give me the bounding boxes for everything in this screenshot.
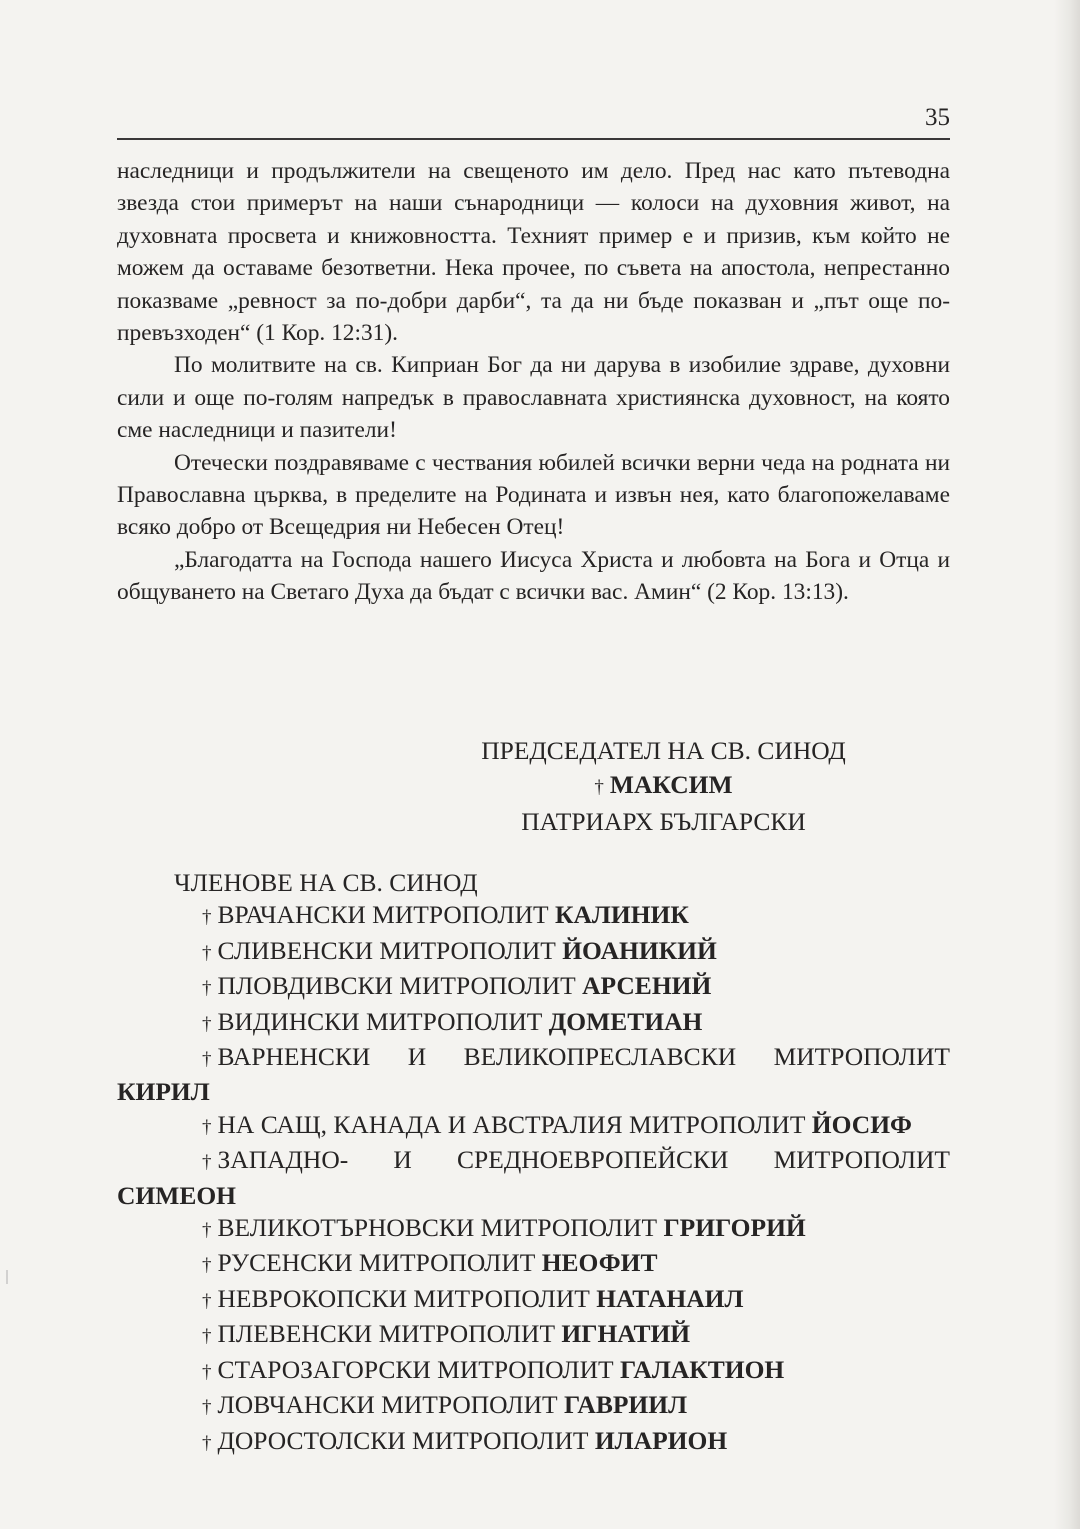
list-item [117,1283,950,1318]
cross-icon: † [202,1255,212,1277]
member-title: РУСЕНСКИ МИТРОПОЛИТ [217,1248,536,1278]
cross-icon: † [202,1220,212,1242]
member-name: ИЛАРИОН [594,1425,728,1455]
members-title: ЧЛЕНОВЕ НА СВ. СИНОД [174,868,478,897]
list-item [117,1212,950,1247]
paragraph-2: По молитвите на св. Киприан Бог да ни дарува в изобилие здраве, духовни сили и още по-голям напредък в православната християнска духовност, на която сме наследници и пазители! [117,352,950,444]
signature-block [117,734,1080,839]
list-item [117,1354,950,1389]
cross-icon: † [202,1432,212,1454]
list-item [117,899,950,934]
member-name: АРСЕНИЙ [582,971,712,1001]
page-number: 35 [925,104,950,131]
cross-icon: † [202,1290,212,1312]
signature-name: МАКСИМ [609,770,733,799]
member-name: КИРИЛ [117,1077,210,1107]
list-item [117,1041,950,1076]
member-title: ЛОВЧАНСКИ МИТРОПОЛИТ [217,1390,558,1420]
member-title: ВИДИНСКИ МИТРОПОЛИТ [217,1006,543,1036]
member-title: ПЛОВДИВСКИ МИТРОПОЛИТ [217,971,576,1001]
cross-icon: † [594,777,604,798]
cross-icon: † [202,942,212,964]
member-name: СИМЕОН [117,1180,236,1210]
signature-name-line [117,768,1080,805]
member-title: ПЛЕВЕНСКИ МИТРОПОЛИТ [217,1319,556,1349]
cross-icon: † [202,1397,212,1419]
list-item [117,1144,950,1179]
member-name: ЙОАНИКИЙ [562,935,717,965]
member-title: СТАРОЗАГОРСКИ МИТРОПОЛИТ [217,1354,614,1384]
list-item [117,1006,950,1041]
member-name: ГАВРИИЛ [563,1390,688,1420]
cross-icon: † [202,978,212,1000]
member-title: НЕВРОКОПСКИ МИТРОПОЛИТ [217,1283,590,1313]
signature-office: ПАТРИАРХ БЪЛГАРСКИ [521,807,806,836]
member-title: ЗАПАДНО- И СРЕДНОЕВРОПЕЙСКИ МИТРОПОЛИТ [217,1145,950,1175]
member-name: ДОМЕТИАН [548,1006,703,1036]
list-item [117,1389,950,1424]
paragraph-3: Отечески поздравяваме с чествания юбилей всички верни чеда на родната ни Православна църква, в пределите на Родината и извън нея, като благопожелаваме всяко добро от Всещедрия ни Небесен Отец! [117,449,950,541]
cross-icon: † [202,1326,212,1348]
member-name: ГАЛАКТИОН [619,1354,785,1384]
list-item [117,1425,950,1460]
member-name: НЕОФИТ [541,1248,658,1278]
paragraph-1: наследници и продължители на свещеното им дело. Пред нас като пътеводна звезда стои примерът на наши сънародници — колоси на духовния живот, на духовната просвета и книжовността. Техният пример е и призив, към който не можем да оставаме безответни. Нека прочее, по съвета на апостола, непрестанно показваме „ревност за по-добри дарби“, та да ни бъде показван и „път още по-превъзходен“ (1 Кор. 12:31). [117,158,950,347]
member-name: ЙОСИФ [811,1109,912,1139]
list-item [117,935,950,970]
signature-title: ПРЕДСЕДАТЕЛ НА СВ. СИНОД [481,736,846,765]
member-title: ВАРНЕНСКИ И ВЕЛИКОПРЕСЛАВСКИ МИТРОПОЛИТ [217,1042,950,1072]
list-item [117,1318,950,1353]
cross-icon: † [202,1152,212,1174]
list-item [117,1247,950,1282]
cross-icon: † [202,1361,212,1383]
list-item [117,970,950,1005]
member-title: СЛИВЕНСКИ МИТРОПОЛИТ [217,935,556,965]
page-header [117,98,950,140]
cross-icon: † [202,1013,212,1035]
synod-members [117,867,950,1460]
member-name: ИГНАТИЙ [561,1319,691,1349]
member-title: ВЕЛИКОТЪРНОВСКИ МИТРОПОЛИТ [217,1213,658,1243]
member-title: ДОРОСТОЛСКИ МИТРОПОЛИТ [217,1425,589,1455]
member-name: КАЛИНИК [554,900,689,930]
cross-icon: † [202,1116,212,1138]
cross-icon: † [202,907,212,929]
paragraph-4: „Благодатта на Господа нашего Иисуса Христа и любовта на Бога и Отца и общуването на Светаго Духа да бъдат с всички вас. Амин“ (2 Кор. 13:13). [117,546,950,606]
member-title: НА САЩ, КАНАДА И АВСТРАЛИЯ МИТРОПОЛИТ [217,1109,806,1139]
scan-margin-mark [0,1270,8,1284]
member-name: ГРИГОРИЙ [663,1213,806,1243]
body-text [117,155,950,609]
cross-icon: † [202,1049,212,1071]
member-title: ВРАЧАНСКИ МИТРОПОЛИТ [217,900,549,930]
list-item [117,1109,950,1144]
member-name: НАТАНАИЛ [596,1283,744,1313]
